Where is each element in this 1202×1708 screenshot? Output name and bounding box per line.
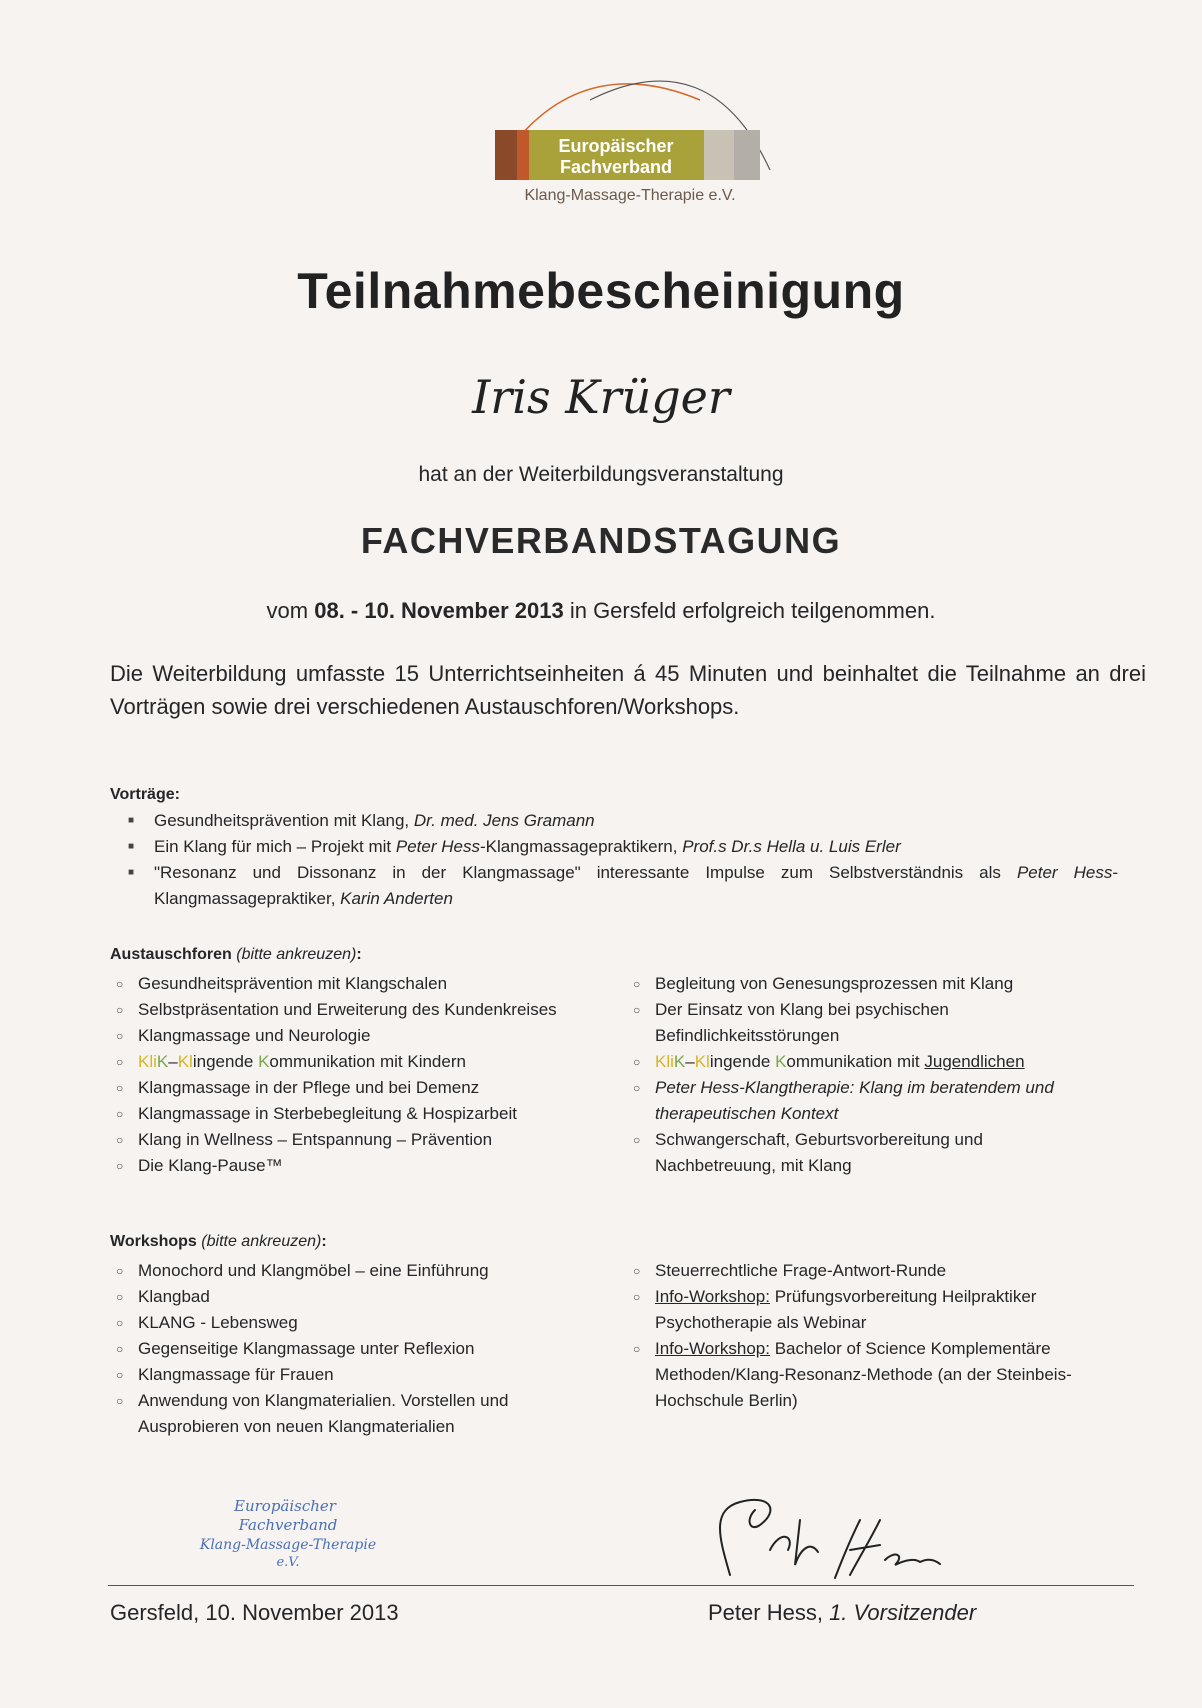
list-item: ■ Ein Klang für mich – Projekt mit Peter Hess-Klangmassagepraktikern, Prof.s Dr.s Hella u. Luis Erler [128,834,1118,860]
austauschforen-title: Austauschforen (bitte ankreuzen): [110,946,362,963]
empty-checkbox-icon[interactable]: ○ [116,1290,124,1304]
bullet-icon: ■ [128,815,135,826]
empty-checkbox-icon[interactable]: ○ [633,977,641,991]
checkbox-item[interactable]: ○ Begleitung von Genesungsprozessen mit Klang [625,971,1105,997]
logo-line2: Fachverband [559,157,673,177]
empty-checkbox-icon[interactable]: ○ [116,1055,124,1069]
list-item: ■ "Resonanz und Dissonanz in der Klangmassage" interessante Impulse zum Selbstverständnis als Peter Hess-Klangmassagepraktiker, Karin Anderten [128,860,1118,912]
event-title: FACHVERBANDSTAGUNG [360,520,842,561]
checkbox-item[interactable] [625,1336,1105,1414]
checkbox-item[interactable]: ○ Klangmassage und Neurologie [108,1023,608,1049]
checkbox-item[interactable]: ○ Peter Hess-Klangtherapie: Klang im beratendem und therapeutischen Kontext [625,1075,1105,1127]
empty-checkbox-icon[interactable]: ○ [116,1029,124,1043]
checkbox-item[interactable]: ○ Monochord und Klangmöbel – eine Einführung [108,1258,608,1284]
checkbox-item[interactable] [625,1284,1105,1336]
checkbox-item[interactable]: ○ Klangmassage für Frauen [108,1362,608,1388]
empty-checkbox-icon[interactable]: ○ [633,1081,641,1095]
checkbox-item[interactable]: ○ Klangmassage in der Pflege und bei Demenz [108,1075,608,1101]
checkbox-item[interactable]: ○ Klang in Wellness – Entspannung – Prävention [108,1127,608,1153]
svg-text:Klang-Massage-Therapie: Klang-Massage-Therapie [199,1537,377,1553]
svg-text:Fachverband: Fachverband [238,1516,338,1534]
empty-checkbox-icon[interactable]: ○ [633,1133,641,1147]
dates-range: 08. - 10. November 2013 [314,598,564,623]
empty-checkbox-icon[interactable]: ○ [116,1342,124,1356]
empty-checkbox-icon[interactable]: ○ [633,1055,641,1069]
svg-text:Europäischer: Europäischer [234,1497,336,1515]
checkbox-item[interactable]: ○ Klangmassage in Sterbebegleitung & Hospizarbeit [108,1101,608,1127]
empty-checkbox-icon[interactable]: ○ [633,1342,641,1356]
signature-line [108,1585,1134,1586]
workshops-title: Workshops (bitte ankreuzen): [110,1233,327,1250]
association-logo [480,60,800,210]
bullet-icon: ■ [128,867,135,878]
signer [708,1600,976,1626]
austauschforen-left-list [108,971,608,1179]
dates-prefix: vom [266,598,309,623]
vortraege-title: Vorträge: [110,786,180,803]
austauschforen-right-list [625,971,1105,1179]
checkbox-item[interactable]: ○ Der Einsatz von Klang bei psychischen Befindlichkeitsstörungen [625,997,1105,1049]
dates-suffix: in Gersfeld erfolgreich teilgenommen. [569,598,936,623]
signer-role: 1. Vorsitzender [829,1600,977,1625]
logo-line1: Europäischer [558,136,674,156]
info-workshop-text: Info-Workshop: Bachelor of Science Komplementäre Methoden/Klang-Resonanz-Methode (an der Steinbeis-Hochschule Berlin) [655,1339,1072,1410]
svg-text:e.V.: e.V. [276,1555,300,1570]
checkbox-item[interactable]: ○ KLANG - Lebensweg [108,1310,608,1336]
intro-text: hat an der Weiterbildungsveranstaltung [418,463,784,486]
checkbox-item[interactable]: ○ Gegenseitige Klangmassage unter Reflexion [108,1336,608,1362]
checkbox-item[interactable]: ○ Anwendung von Klangmaterialien. Vorstellen und Ausprobieren von neuen Klangmaterialien [108,1388,608,1440]
bullet-icon: ■ [128,841,135,852]
checkbox-item[interactable]: ○ Schwangerschaft, Geburtsvorbereitung und Nachbetreuung, mit Klang [625,1127,1105,1179]
empty-checkbox-icon[interactable]: ○ [116,1316,124,1330]
place-date: Gersfeld, 10. November 2013 [110,1600,399,1625]
empty-checkbox-icon[interactable]: ○ [116,1003,124,1017]
event-dates [0,598,1202,624]
empty-checkbox-icon[interactable]: ○ [116,1159,124,1173]
empty-checkbox-icon[interactable]: ○ [116,1368,124,1382]
list-item: ■ Gesundheitsprävention mit Klang, Dr. med. Jens Gramann [128,808,1118,834]
empty-checkbox-icon[interactable]: ○ [633,1290,641,1304]
empty-checkbox-icon[interactable]: ○ [116,1264,124,1278]
empty-checkbox-icon[interactable]: ○ [116,1081,124,1095]
info-workshop-text: Info-Workshop: Prüfungsvorbereitung Heilpraktiker Psychotherapie als Webinar [655,1287,1037,1332]
document-title: Teilnahmebescheinigung [297,263,905,319]
checkbox-item[interactable]: ○ Steuerrechtliche Frage-Antwort-Runde [625,1258,1105,1284]
checkbox-item[interactable]: ○ Selbstpräsentation und Erweiterung des Kundenkreises [108,997,608,1023]
association-stamp [170,1495,410,1575]
checkbox-item[interactable] [108,1049,608,1075]
klik-text: KliK–Klingende Kommunikation mit Kindern [138,1052,466,1071]
klik-text: KliK–Klingende Kommunikation mit Jugendlichen [655,1052,1025,1071]
participant-name: Iris Krüger [472,370,730,424]
empty-checkbox-icon[interactable]: ○ [116,977,124,991]
empty-checkbox-icon[interactable]: ○ [633,1003,641,1017]
empty-checkbox-icon[interactable]: ○ [116,1107,124,1121]
workshops-left-list [108,1258,608,1440]
checkbox-item[interactable] [625,1049,1105,1075]
empty-checkbox-icon[interactable]: ○ [116,1394,124,1408]
logo-line3: Klang-Massage-Therapie e.V. [524,187,736,204]
checkbox-item[interactable]: ○ Klangbad [108,1284,608,1310]
handwritten-signature [700,1480,960,1590]
checkbox-item[interactable]: ○ Gesundheitsprävention mit Klangschalen [108,971,608,997]
empty-checkbox-icon[interactable]: ○ [116,1133,124,1147]
checkbox-item[interactable]: ○ Die Klang-Pause™ [108,1153,608,1179]
vortraege-list [128,808,1118,912]
description: Die Weiterbildung umfasste 15 Unterrichtseinheiten á 45 Minuten und beinhaltet die Teilnahme an drei Vorträgen sowie drei verschiedenen Austauschforen/Workshops. [110,661,1146,719]
signer-name: Peter Hess, [708,1600,823,1625]
workshops-right-list [625,1258,1105,1414]
empty-checkbox-icon[interactable]: ○ [633,1264,641,1278]
